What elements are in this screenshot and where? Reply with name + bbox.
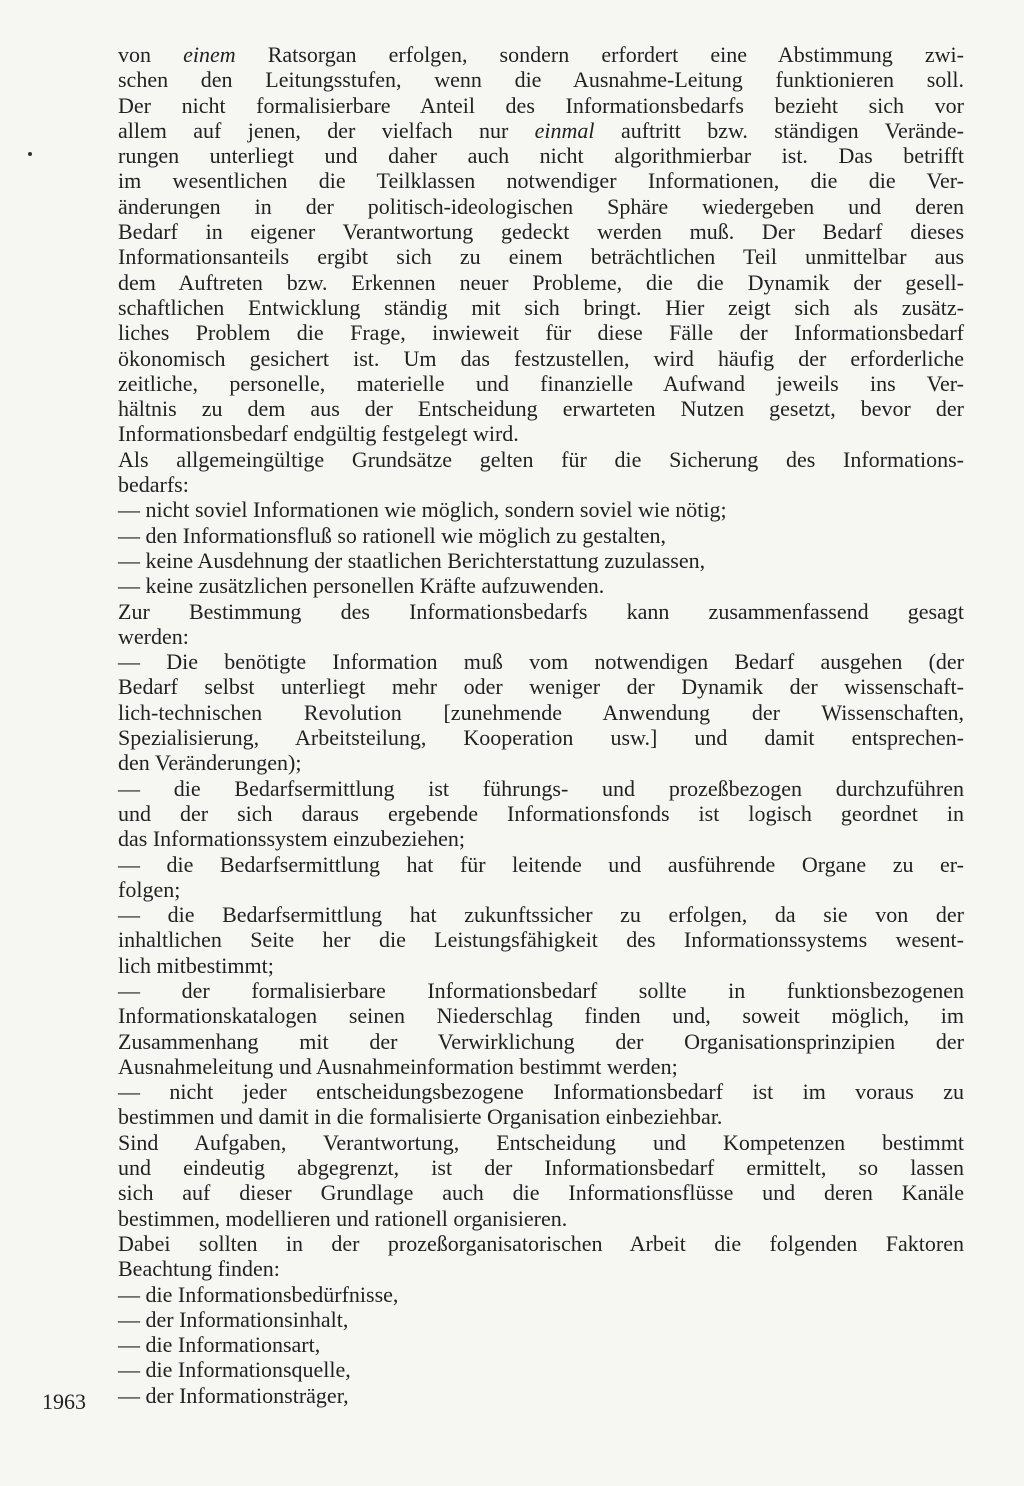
- text-line: [118, 1180, 964, 1205]
- text-line: [118, 346, 964, 371]
- text-segment: — keine zusätzlichen personellen Kräfte aufzuwenden.: [118, 573, 605, 599]
- text-segment: folgen;: [118, 876, 181, 902]
- text-line: [118, 143, 964, 168]
- text-segment: Bedarf in eigener Verantwortung gedeckt werden muß. Der Bedarf dieses: [118, 219, 964, 245]
- text-segment: — die Bedarfsermittlung hat zukunftssicher zu erfolgen, da sie von der: [118, 902, 964, 928]
- text-line: [118, 1054, 964, 1079]
- text-segment: Sind Aufgaben, Verantwortung, Entscheidung und Kompetenzen bestimmt: [118, 1129, 964, 1155]
- text-segment: Beachtung finden:: [118, 1256, 280, 1282]
- text-line: [118, 624, 964, 649]
- text-line: [118, 523, 964, 548]
- text-line: [118, 1029, 964, 1054]
- text-segment: ökonomisch gesichert ist. Um das festzustellen, wird häufig der erforderliche: [118, 345, 964, 371]
- text-segment: — der Informationsinhalt,: [118, 1306, 349, 1332]
- text-segment: im wesentlichen die Teilklassen notwendiger Informationen, die die Ver-: [118, 168, 964, 194]
- text-segment: Als allgemeingültige Grundsätze gelten für die Sicherung des Informations-: [118, 446, 964, 472]
- page-number: 1963: [42, 1389, 86, 1414]
- text-segment: schaftlichen Entwicklung ständig mit sich bringt. Hier zeigt sich als zusätz-: [118, 294, 964, 320]
- text-line: [118, 371, 964, 396]
- text-segment: und der sich daraus ergebende Informationsfonds ist logisch geordnet in: [118, 800, 964, 826]
- text-segment: — der formalisierbare Informationsbedarf sollte in funktionsbezogenen: [118, 977, 964, 1003]
- text-line: [118, 93, 964, 118]
- text-line: [118, 219, 964, 244]
- text-line: [118, 447, 964, 472]
- text-line: [118, 1383, 964, 1408]
- text-segment: auftritt bzw. ständigen Verände-: [594, 117, 964, 143]
- text-segment: — die Informationsquelle,: [118, 1357, 351, 1383]
- text-line: [118, 320, 964, 345]
- text-line: [118, 1003, 964, 1028]
- body-text: [118, 42, 964, 1408]
- text-line: [118, 270, 964, 295]
- text-line: [118, 1357, 964, 1382]
- text-segment: bedarfs:: [118, 472, 189, 498]
- text-line: [118, 42, 964, 67]
- emphasized-text: einmal: [534, 117, 595, 143]
- text-segment: Zusammenhang mit der Verwirklichung der Organisationsprinzipien der: [118, 1028, 964, 1054]
- text-segment: — Die benötigte Information muß vom notwendigen Bedarf ausgehen (der: [118, 649, 964, 675]
- text-segment: sich auf dieser Grundlage auch die Informationsflüsse und deren Kanäle: [118, 1180, 964, 1206]
- text-segment: — keine Ausdehnung der staatlichen Berichterstattung zuzulassen,: [118, 547, 706, 573]
- text-segment: allem auf jenen, der vielfach nur: [118, 117, 535, 143]
- text-line: [118, 548, 964, 573]
- text-line: [118, 118, 964, 143]
- text-line: [118, 1130, 964, 1155]
- text-segment: Bedarf selbst unterliegt mehr oder weniger der Dynamik der wissenschaft-: [118, 674, 964, 700]
- text-line: [118, 776, 964, 801]
- print-speck: [28, 152, 32, 156]
- text-line: [118, 599, 964, 624]
- text-line: [118, 927, 964, 952]
- text-segment: Informationskatalogen seinen Niederschlag finden und, soweit möglich, im: [118, 1003, 964, 1029]
- text-segment: Zur Bestimmung des Informationsbedarfs kann zusammenfassend gesagt: [118, 598, 964, 624]
- text-segment: rungen unterliegt und daher auch nicht algorithmierbar ist. Das betrifft: [118, 143, 964, 169]
- text-line: [118, 1155, 964, 1180]
- text-line: [118, 826, 964, 851]
- text-segment: Der nicht formalisierbare Anteil des Informationsbedarfs bezieht sich vor: [118, 92, 964, 118]
- text-segment: zeitliche, personelle, materielle und finanzielle Aufwand jeweils ins Ver-: [118, 370, 964, 396]
- text-segment: — der Informationsträger,: [118, 1382, 349, 1408]
- text-segment: schen den Leitungsstufen, wenn die Ausnahme-Leitung funktionieren soll.: [118, 67, 964, 93]
- text-line: [118, 573, 964, 598]
- text-line: [118, 1282, 964, 1307]
- text-segment: änderungen in der politisch-ideologischen Sphäre wiedergeben und deren: [118, 193, 964, 219]
- text-segment: von: [118, 42, 184, 67]
- text-segment: — die Bedarfsermittlung hat für leitende und ausführende Organe zu er-: [118, 851, 964, 877]
- text-segment: — nicht jeder entscheidungsbezogene Informationsbedarf ist im voraus zu: [118, 1079, 964, 1105]
- text-segment: Informationsbedarf endgültig festgelegt wird.: [118, 421, 519, 447]
- text-segment: dem Auftreten bzw. Erkennen neuer Probleme, die die Dynamik der gesell-: [118, 269, 964, 295]
- text-line: [118, 674, 964, 699]
- text-line: [118, 852, 964, 877]
- emphasized-text: einem: [183, 42, 236, 67]
- text-segment: Informationsanteils ergibt sich zu einem beträchtlichen Teil unmittelbar aus: [118, 244, 964, 270]
- text-line: [118, 978, 964, 1003]
- text-line: [118, 725, 964, 750]
- text-line: [118, 168, 964, 193]
- text-segment: lich-technischen Revolution [zunehmende Anwendung der Wissenschaften,: [118, 699, 964, 725]
- text-line: [118, 1231, 964, 1256]
- text-line: [118, 1332, 964, 1357]
- text-segment: — den Informationsfluß so rationell wie möglich zu gestalten,: [118, 522, 667, 548]
- text-segment: Ratsorgan erfolgen, sondern erfordert eine Abstimmung zwi-: [235, 42, 964, 67]
- text-line: [118, 421, 964, 446]
- text-segment: hältnis zu dem aus der Entscheidung erwarteten Nutzen gesetzt, bevor der: [118, 396, 964, 422]
- text-line: [118, 67, 964, 92]
- text-segment: liches Problem die Frage, inwieweit für diese Fälle der Informationsbedarf: [118, 320, 964, 346]
- text-segment: — die Informationsbedürfnisse,: [118, 1281, 399, 1307]
- text-line: [118, 194, 964, 219]
- text-segment: — die Informationsart,: [118, 1332, 321, 1358]
- text-segment: — die Bedarfsermittlung ist führungs- und prozeßbezogen durchzuführen: [118, 775, 964, 801]
- text-segment: Ausnahmeleitung und Ausnahmeinformation bestimmt werden;: [118, 1053, 678, 1079]
- text-segment: und eindeutig abgegrenzt, ist der Informationsbedarf ermittelt, so lassen: [118, 1155, 964, 1181]
- text-segment: den Veränderungen);: [118, 750, 302, 776]
- text-line: [118, 649, 964, 674]
- text-segment: — nicht soviel Informationen wie möglich, sondern soviel wie nötig;: [118, 497, 727, 523]
- text-line: [118, 877, 964, 902]
- text-line: [118, 295, 964, 320]
- text-line: [118, 1206, 964, 1231]
- text-line: [118, 1104, 964, 1129]
- text-segment: lich mitbestimmt;: [118, 952, 274, 978]
- text-line: [118, 396, 964, 421]
- text-segment: Spezialisierung, Arbeitsteilung, Kooperation usw.] und damit entsprechen-: [118, 725, 964, 751]
- text-line: [118, 902, 964, 927]
- text-line: [118, 953, 964, 978]
- text-segment: das Informationssystem einzubeziehen;: [118, 826, 466, 852]
- text-segment: Dabei sollten in der prozeßorganisatorischen Arbeit die folgenden Faktoren: [118, 1230, 964, 1256]
- text-line: [118, 801, 964, 826]
- text-line: [118, 1307, 964, 1332]
- text-segment: inhaltlichen Seite her die Leistungsfähigkeit des Informationssystems wesent-: [118, 927, 964, 953]
- text-line: [118, 700, 964, 725]
- text-line: [118, 244, 964, 269]
- text-line: [118, 472, 964, 497]
- text-segment: werden:: [118, 623, 189, 649]
- text-line: [118, 1079, 964, 1104]
- text-segment: bestimmen, modellieren und rationell organisieren.: [118, 1205, 568, 1231]
- text-line: [118, 497, 964, 522]
- text-line: [118, 1256, 964, 1281]
- text-segment: bestimmen und damit in die formalisierte Organisation einbeziehbar.: [118, 1104, 723, 1130]
- text-line: [118, 750, 964, 775]
